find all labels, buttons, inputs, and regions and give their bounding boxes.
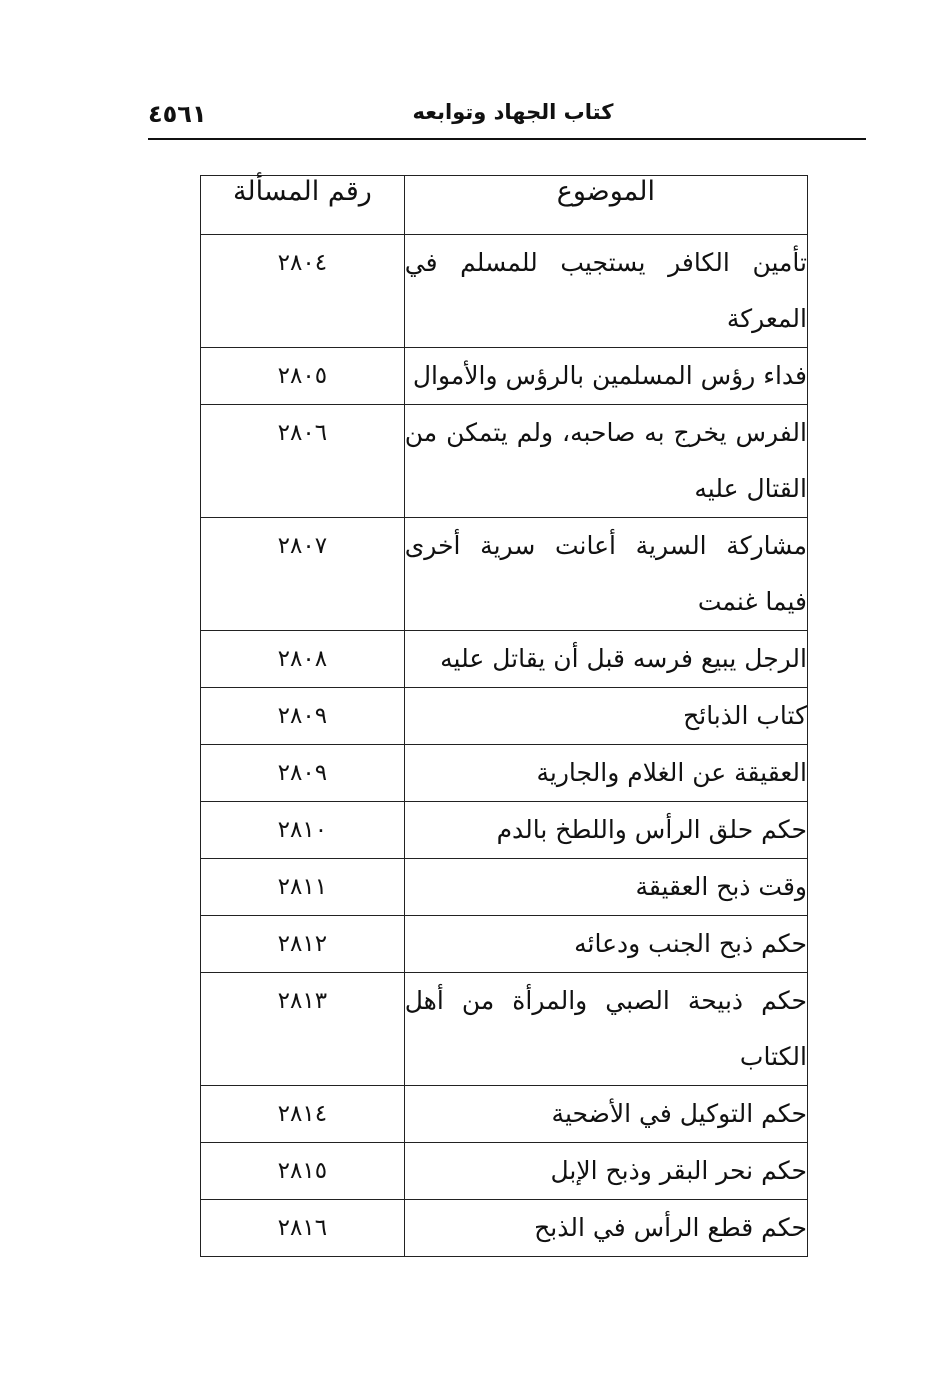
table-row bbox=[201, 1086, 808, 1143]
table-row bbox=[201, 688, 808, 745]
table-row bbox=[201, 518, 808, 631]
table-row bbox=[201, 1200, 808, 1257]
table-header-row bbox=[201, 176, 808, 235]
header-rule bbox=[148, 138, 866, 140]
number-cell: ٢٨١٥ bbox=[201, 1143, 405, 1200]
running-header bbox=[148, 96, 865, 136]
subject-cell: حكم ذبح الجنب ودعائه bbox=[404, 916, 807, 973]
subject-cell: حكم التوكيل في الأضحية bbox=[404, 1086, 807, 1143]
subject-cell: وقت ذبح العقيقة bbox=[404, 859, 807, 916]
table-row bbox=[201, 348, 808, 405]
subject-cell: الفرس يخرج به صاحبه، ولم يتمكن من القتال عليه bbox=[404, 405, 807, 518]
table-body bbox=[201, 235, 808, 1257]
subject-cell: الرجل يبيع فرسه قبل أن يقاتل عليه bbox=[404, 631, 807, 688]
page-number: ٤٥٦١ bbox=[148, 100, 207, 128]
index-table bbox=[200, 175, 808, 1257]
subject-cell: تأمين الكافر يستجيب للمسلم في المعركة bbox=[404, 235, 807, 348]
number-cell: ٢٨١٣ bbox=[201, 973, 405, 1086]
book-title: كتاب الجهاد وتوابعه bbox=[412, 100, 614, 124]
number-cell: ٢٨٠٨ bbox=[201, 631, 405, 688]
subject-cell: حكم ذبيحة الصبي والمرأة من أهل الكتاب bbox=[404, 973, 807, 1086]
number-cell: ٢٨١٤ bbox=[201, 1086, 405, 1143]
subject-cell: كتاب الذبائح bbox=[404, 688, 807, 745]
number-cell: ٢٨١٠ bbox=[201, 802, 405, 859]
table-row bbox=[201, 1143, 808, 1200]
number-cell: ٢٨٠٩ bbox=[201, 688, 405, 745]
table-row bbox=[201, 973, 808, 1086]
table-row bbox=[201, 745, 808, 802]
number-cell: ٢٨٠٩ bbox=[201, 745, 405, 802]
subject-cell: حكم قطع الرأس في الذبح bbox=[404, 1200, 807, 1257]
number-cell: ٢٨٠٦ bbox=[201, 405, 405, 518]
subject-cell: مشاركة السرية أعانت سرية أخرى فيما غنمت bbox=[404, 518, 807, 631]
table-row bbox=[201, 916, 808, 973]
subject-cell: حكم نحر البقر وذبح الإبل bbox=[404, 1143, 807, 1200]
number-column-header: رقم المسألة bbox=[201, 176, 405, 235]
table-row bbox=[201, 802, 808, 859]
table-row bbox=[201, 859, 808, 916]
table-row bbox=[201, 405, 808, 518]
table-row bbox=[201, 235, 808, 348]
subject-cell: حكم حلق الرأس واللطخ بالدم bbox=[404, 802, 807, 859]
table-row bbox=[201, 631, 808, 688]
number-cell: ٢٨١٢ bbox=[201, 916, 405, 973]
subject-cell: فداء رؤس المسلمين بالرؤس والأموال bbox=[404, 348, 807, 405]
subject-cell: العقيقة عن الغلام والجارية bbox=[404, 745, 807, 802]
subject-column-header: الموضوع bbox=[404, 176, 807, 235]
number-cell: ٢٨١٦ bbox=[201, 1200, 405, 1257]
number-cell: ٢٨٠٥ bbox=[201, 348, 405, 405]
number-cell: ٢٨٠٧ bbox=[201, 518, 405, 631]
number-cell: ٢٨١١ bbox=[201, 859, 405, 916]
number-cell: ٢٨٠٤ bbox=[201, 235, 405, 348]
